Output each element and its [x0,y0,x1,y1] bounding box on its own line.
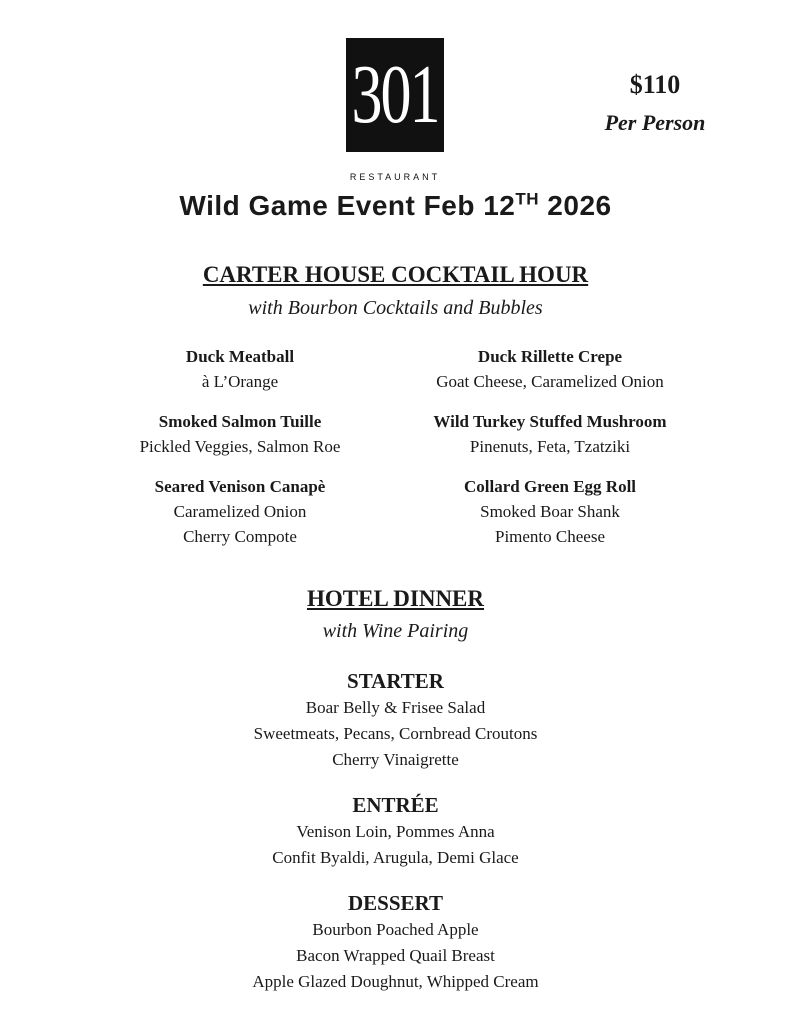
menu-item-name: Duck Meatball [185,347,295,366]
menu-item [400,475,700,549]
course-title: ENTRÉE [352,793,439,817]
menu-item-detail: Goat Cheese, Caramelized Onion [436,372,664,391]
menu-item [90,475,390,549]
event-title-sup: TH [515,189,540,209]
menu-item [400,345,700,394]
course-line: Sweetmeats, Pecans, Cornbread Croutons [253,724,538,743]
course-line: Venison Loin, Pommes Anna [296,822,495,841]
dinner-title: HOTEL DINNER [306,586,484,611]
event-title-main: Wild Game Event Feb 12 [179,190,516,221]
course-entree [0,791,791,871]
course-line: Cherry Vinaigrette [332,750,459,769]
price-unit: Per Person [604,110,706,135]
course-line: Apple Glazed Doughnut, Whipped Cream [252,972,539,991]
course-title: DESSERT [348,891,443,915]
course-line: Bourbon Poached Apple [312,920,479,939]
menu-item-name: Seared Venison Canapè [154,477,326,496]
menu-item-detail: à L’Orange [201,372,279,391]
course-line: Confit Byaldi, Arugula, Demi Glace [272,848,519,867]
menu-item-detail: Caramelized Onion [173,502,307,521]
menu-item [90,345,390,394]
menu-item-detail: Smoked Boar Shank [480,502,620,521]
menu-item-detail: Pinenuts, Feta, Tzatziki [469,437,631,456]
restaurant-logo [346,38,444,152]
menu-item-name: Wild Turkey Stuffed Mushroom [433,412,667,431]
cocktail-subtitle: with Bourbon Cocktails and Bubbles [248,297,543,319]
menu-item-detail: Pickled Veggies, Salmon Roe [139,437,341,456]
menu-item-detail: Pimento Cheese [494,527,605,546]
course-starter [0,667,791,773]
dinner-subtitle: with Wine Pairing [322,620,469,642]
course-line: Boar Belly & Frisee Salad [305,698,486,717]
menu-item [400,410,700,459]
menu-item-name: Collard Green Egg Roll [463,477,637,496]
event-title-year: 2026 [539,190,612,221]
course-title: STARTER [347,669,444,693]
course-line: Bacon Wrapped Quail Breast [296,946,495,965]
menu-item-detail: Cherry Compote [183,527,297,546]
cocktail-title: CARTER HOUSE COCKTAIL HOUR [202,262,589,287]
menu-item [90,410,390,459]
event-title [0,190,791,222]
logo-number: 301 [351,49,439,141]
logo-subtitle: RESTAURANT [349,172,441,182]
menu-item-name: Duck Rillette Crepe [477,347,623,366]
price: $110 [629,70,681,99]
menu-item-name: Smoked Salmon Tuille [158,412,322,431]
course-dessert [0,889,791,995]
